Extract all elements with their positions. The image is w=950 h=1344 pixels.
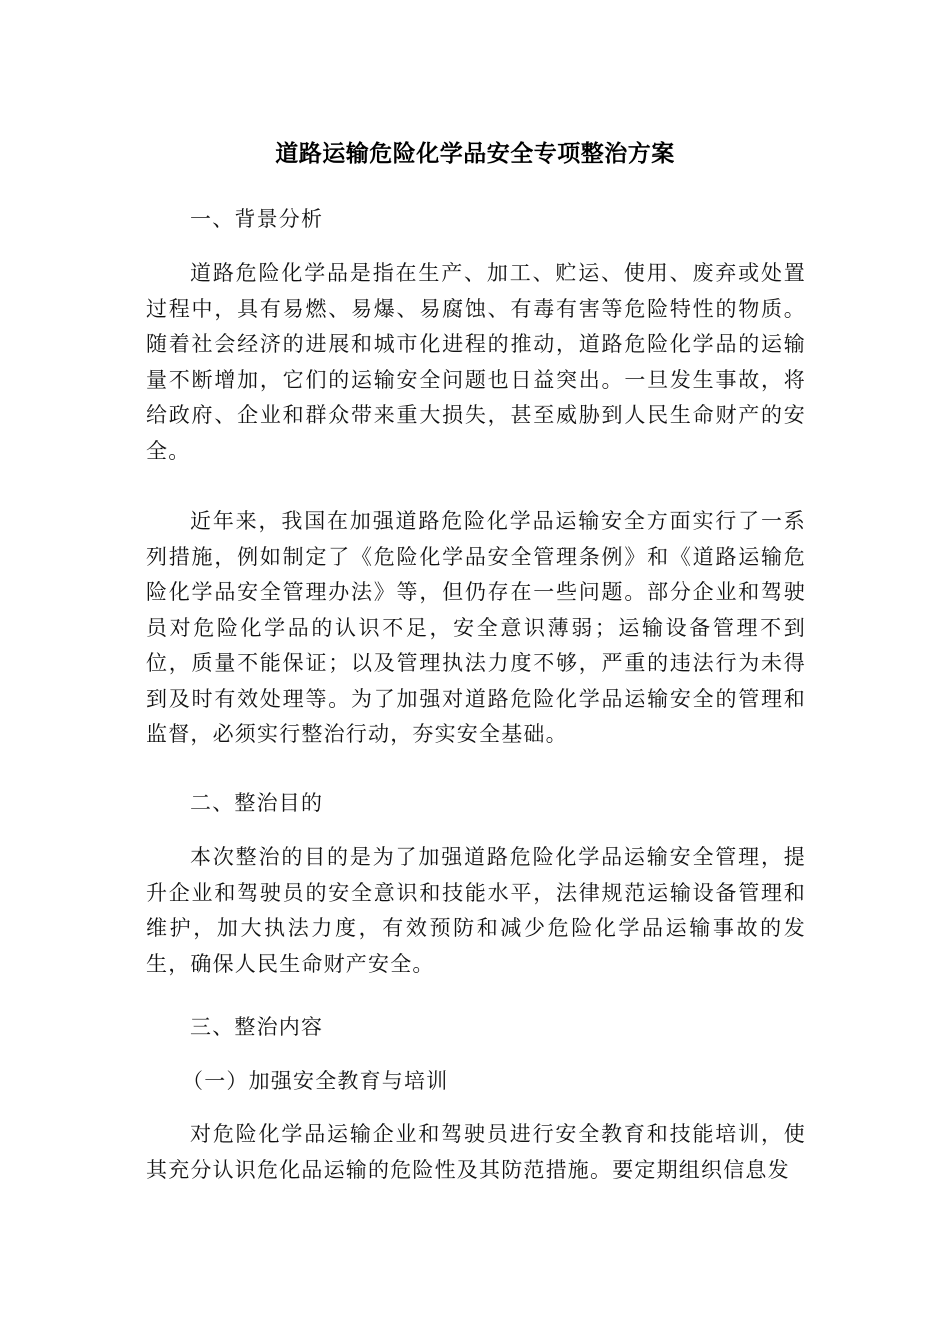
section-heading-purpose: 二、整治目的	[190, 791, 324, 815]
paragraph-background-problems: 近年来，我国在加强道路危险化学品运输安全方面实行了一系列措施，例如制定了《危险化学品安全管理条例》和《道路运输危险化学品安全管理办法》等，但仍存在一些问题。部分企业和驾驶员对危险化学品的认识不足，安全意识薄弱；运输设备管理不到位，质量不能保证；以及管理执法力度不够，严重的违法行为未得到及时有效处理等。为了加强对道路危险化学品运输安全的管理和监督，必须实行整治行动，夯实安全基础。	[146, 509, 806, 746]
section-heading-background: 一、背景分析	[190, 207, 324, 231]
paragraph-education: 对危险化学品运输企业和驾驶员进行安全教育和技能培训，使其充分认识危化品运输的危险性及其防范措施。要定期组织信息发	[146, 1122, 806, 1182]
paragraph-background-definition: 道路危险化学品是指在生产、加工、贮运、使用、废弃或处置过程中，具有易燃、易爆、易腐蚀、有毒有害等危险特性的物质。随着社会经济的进展和城市化进程的推动，道路危险化学品的运输量不断增加，它们的运输安全问题也日益突出。一旦发生事故，将给政府、企业和群众带来重大损失，甚至威胁到人民生命财产的安全。	[146, 261, 806, 463]
paragraph-purpose: 本次整治的目的是为了加强道路危险化学品运输安全管理，提升企业和驾驶员的安全意识和技能水平，法律规范运输设备管理和维护，加大执法力度，有效预防和减少危险化学品运输事故的发生，确保人民生命财产安全。	[146, 845, 806, 976]
document-title: 道路运输危险化学品安全专项整治方案	[275, 141, 675, 167]
subsection-heading-education: （一）加强安全教育与培训	[182, 1069, 449, 1093]
section-heading-content: 三、整治内容	[190, 1015, 324, 1039]
